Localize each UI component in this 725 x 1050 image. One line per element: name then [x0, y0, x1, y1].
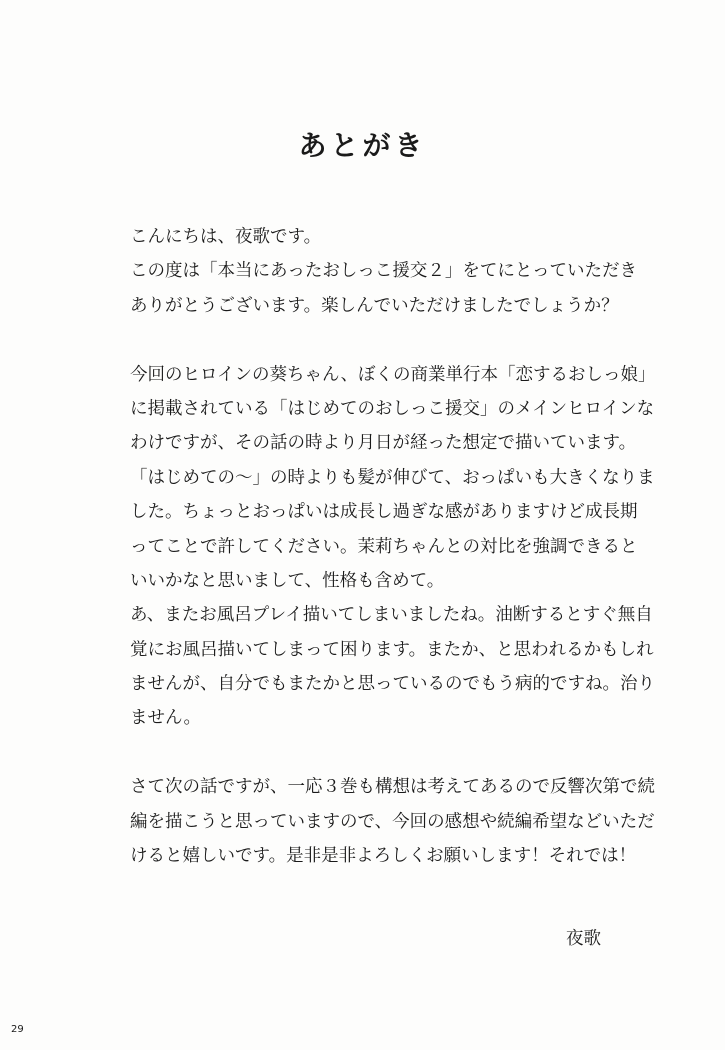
- text-line: けると嬉しいです。是非是非よろしくお願いします！それでは！: [130, 846, 637, 867]
- author-signature: 夜歌: [566, 929, 601, 949]
- text-line: この度は「本当にあったおしっこ援交２」をてにとっていただき: [130, 261, 637, 282]
- afterword-body: [130, 220, 656, 873]
- text-line: 覚にお風呂描いてしまって困ります。またか、と思われるかもしれ: [130, 639, 654, 660]
- text-line: ってことで許してください。茉莉ちゃんとの対比を強調できると: [130, 536, 638, 557]
- page-title: あとがき: [298, 129, 427, 162]
- page-number: 29: [11, 1024, 24, 1035]
- text-line: いいかなと思いまして、性格も含めて。: [130, 570, 445, 591]
- text-line: ません。: [130, 708, 202, 729]
- text-line: に掲載されている「はじめてのおしっこ援交」のメインヒロインな: [130, 398, 655, 419]
- text-line: した。ちょっとおっぱいは成長し過ぎな感がありますけど成長期: [130, 502, 638, 523]
- text-line: こんにちは、夜歌です。: [130, 227, 322, 247]
- text-line: 編を描こうと思っていますので、今回の感想や続編希望などいただ: [130, 811, 655, 832]
- text-line: あ、またお風呂プレイ描いてしまいましたね。油断するとすぐ無自: [130, 605, 653, 626]
- text-line: 「はじめての～」の時よりも髪が伸びて、おっぱいも大きくなりま: [130, 467, 655, 488]
- text-line: 今回のヒロインの葵ちゃん、ぼくの商業単行本「恋するおしっ娘」: [130, 364, 656, 385]
- text-line: さて次の話ですが、一応３巻も構想は考えてあるので反響次第で続: [130, 777, 655, 798]
- text-line: ありがとうございます。楽しんでいただけましたでしょうか？: [130, 295, 619, 316]
- text-line: ませんが、自分でもまたかと思っているのでもう病的ですね。治り: [130, 674, 655, 695]
- text-line: わけですが、その話の時より月日が経った想定で描いています。: [130, 433, 637, 454]
- paragraph-gap: [130, 323, 630, 357]
- paragraph-gap: [130, 736, 630, 770]
